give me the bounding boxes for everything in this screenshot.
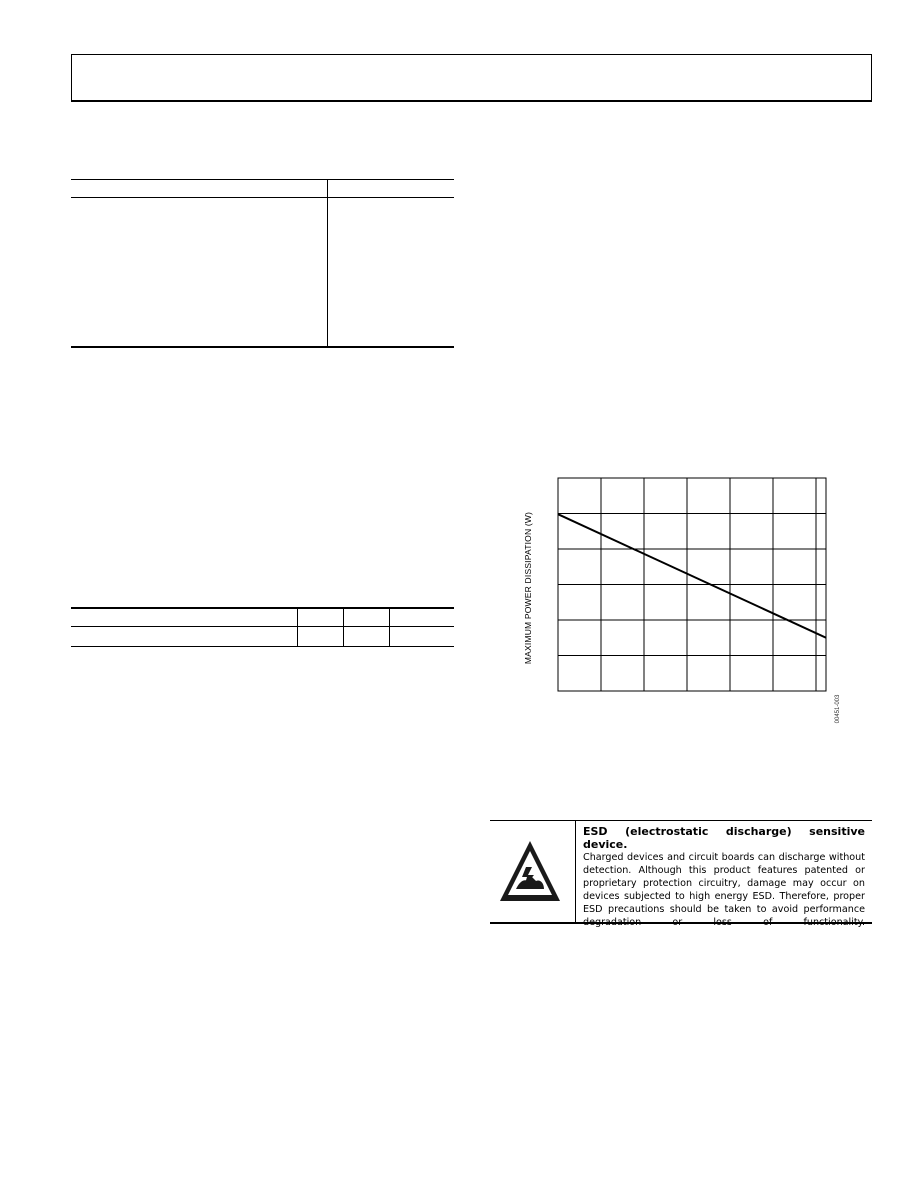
power-dissipation-chart bbox=[510, 470, 850, 740]
thermal-table-divider-3 bbox=[389, 607, 390, 646]
table-top-rule bbox=[71, 179, 454, 180]
table-bottom-rule bbox=[71, 346, 454, 348]
esd-title: ESD (electrostatic discharge) sensitive device. bbox=[583, 825, 865, 851]
chart-svg bbox=[510, 470, 850, 740]
thermal-table-header-rule bbox=[71, 626, 454, 627]
thermal-table-divider-1 bbox=[297, 607, 298, 646]
esd-body: Charged devices and circuit boards can discharge without detection. Although this product features patented or proprietary protection circuitry, damage may occur on devices subjected to high energy ESD. Therefore, proper ESD precautions should be taken to avoid performance degradation or loss of functionality. bbox=[583, 852, 865, 928]
table-column-divider bbox=[327, 179, 328, 347]
chart-y-axis-label: MAXIMUM POWER DISSIPATION (W) bbox=[523, 511, 533, 665]
esd-text-block bbox=[583, 825, 865, 929]
figure-code: 00451-003 bbox=[835, 694, 841, 724]
esd-warning-icon bbox=[498, 837, 562, 905]
esd-caution-box bbox=[490, 820, 872, 928]
thermal-table-bottom-rule bbox=[71, 646, 454, 647]
series-line bbox=[558, 514, 826, 638]
thermal-table-divider-2 bbox=[343, 607, 344, 646]
table-header-rule bbox=[71, 197, 454, 198]
thermal-table-top-rule bbox=[71, 607, 454, 609]
page-header-frame bbox=[71, 54, 872, 102]
esd-divider bbox=[575, 821, 576, 923]
